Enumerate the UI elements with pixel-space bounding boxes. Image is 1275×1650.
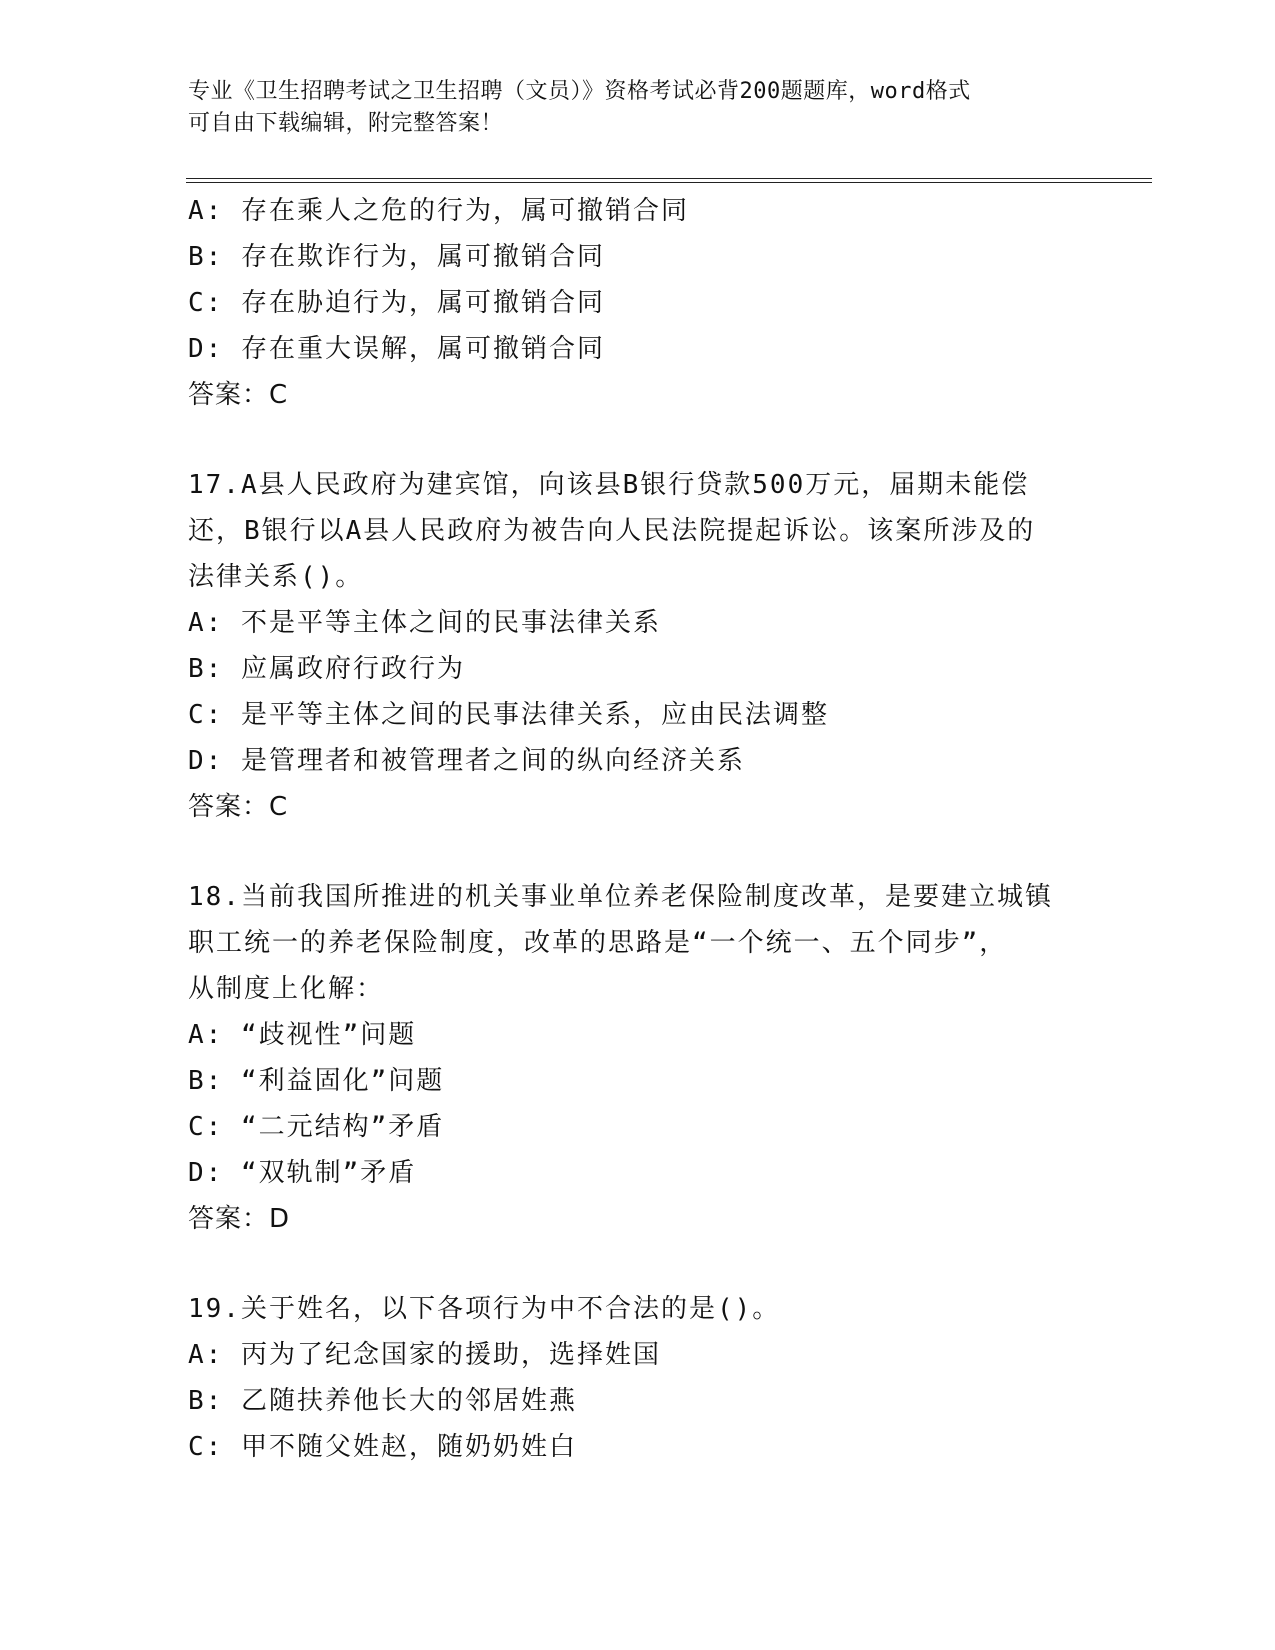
- option-b: B: 乙随扶养他长大的邻居姓燕: [188, 1386, 577, 1416]
- question-text-line: 17.A县人民政府为建宾馆，向该县B银行贷款500万元，届期未能偿: [188, 470, 1030, 500]
- header-divider-top: [186, 178, 1152, 179]
- option-d: D: “双轨制”矛盾: [188, 1158, 417, 1188]
- option-c: C: 存在胁迫行为，属可撤销合同: [188, 288, 605, 318]
- question-text-line: 还，B银行以A县人民政府为被告向人民法院提起诉讼。该案所涉及的: [188, 516, 1036, 546]
- option-c: C: 甲不随父姓赵，随奶奶姓白: [188, 1432, 577, 1462]
- question-text-line: 职工统一的养老保险制度，改革的思路是“一个统一、五个同步”，: [188, 928, 1008, 958]
- option-c: C: “二元结构”矛盾: [188, 1112, 445, 1142]
- header-line-2: 可自由下载编辑，附完整答案！: [188, 111, 504, 136]
- question-18: [188, 874, 1088, 1242]
- question-text-line: 法律关系()。: [188, 562, 364, 592]
- document-header: [188, 76, 1088, 140]
- option-a: A: 存在乘人之危的行为，属可撤销合同: [188, 196, 689, 226]
- option-d: D: 存在重大误解，属可撤销合同: [188, 334, 605, 364]
- question-list: [188, 188, 1088, 1470]
- spacer: [188, 418, 1088, 462]
- option-c: C: 是平等主体之间的民事法律关系，应由民法调整: [188, 700, 829, 730]
- header-divider-bottom: [186, 182, 1152, 183]
- option-a: A: “歧视性”问题: [188, 1020, 417, 1050]
- option-a: A: 不是平等主体之间的民事法律关系: [188, 608, 661, 638]
- answer: 答案：D: [188, 1204, 291, 1234]
- question-text-line: 19.关于姓名，以下各项行为中不合法的是()。: [188, 1294, 781, 1324]
- option-d: D: 是管理者和被管理者之间的纵向经济关系: [188, 746, 745, 776]
- header-line-1: 专业《卫生招聘考试之卫生招聘（文员）》资格考试必背200题题库，word格式: [188, 79, 971, 104]
- option-b: B: “利益固化”问题: [188, 1066, 445, 1096]
- spacer: [188, 830, 1088, 874]
- question-text-line: 从制度上化解：: [188, 974, 385, 1004]
- question-text-line: 18.当前我国所推进的机关事业单位养老保险制度改革，是要建立城镇: [188, 882, 1053, 912]
- option-a: A: 丙为了纪念国家的援助，选择姓国: [188, 1340, 661, 1370]
- question-17: [188, 462, 1088, 830]
- option-b: B: 应属政府行政行为: [188, 654, 465, 684]
- spacer: [188, 1242, 1088, 1286]
- answer: 答案：C: [188, 380, 289, 410]
- answer: 答案：C: [188, 792, 289, 822]
- question-19: [188, 1286, 1088, 1470]
- option-b: B: 存在欺诈行为，属可撤销合同: [188, 242, 605, 272]
- question-16: [188, 188, 1088, 418]
